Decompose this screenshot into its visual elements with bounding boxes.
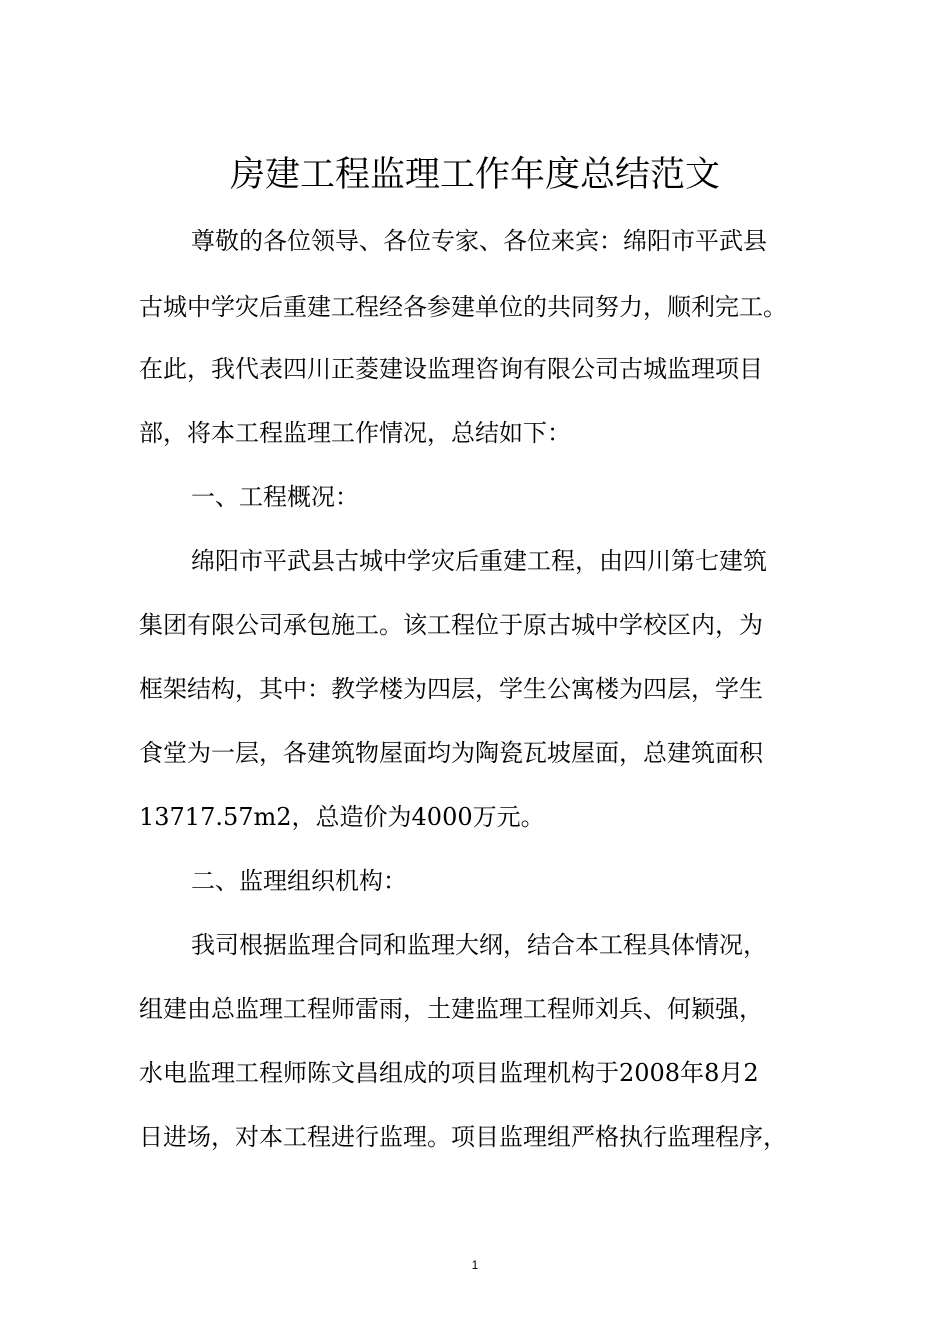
body-line: 部，将本工程监理工作情况，总结如下： <box>139 419 571 447</box>
body-line: 组建由总监理工程师雷雨，土建监理工程师刘兵、何颖强， <box>139 995 763 1023</box>
document-title: 房建工程监理工作年度总结范文 <box>229 155 720 195</box>
body-line: 日进场，对本工程进行监理。项目监理组严格执行监理程序， <box>139 1123 787 1151</box>
body-line: 集团有限公司承包施工。该工程位于原古城中学校区内，为 <box>139 611 763 639</box>
page-number: 1 <box>471 1258 479 1272</box>
body-line: 13717.57m2，总造价为4000万元。 <box>139 803 545 831</box>
body-line: 古城中学灾后重建工程经各参建单位的共同努力，顺利完工。 <box>139 293 787 321</box>
body-line: 绵阳市平武县古城中学灾后重建工程，由四川第七建筑 <box>191 547 767 575</box>
body-line: 食堂为一层，各建筑物屋面均为陶瓷瓦坡屋面，总建筑面积 <box>139 739 763 767</box>
section-heading: 一、工程概况： <box>191 483 359 511</box>
body-line: 我司根据监理合同和监理大纲，结合本工程具体情况， <box>191 931 767 959</box>
body-line: 尊敬的各位领导、各位专家、各位来宾：绵阳市平武县 <box>191 227 767 255</box>
body-line: 水电监理工程师陈文昌组成的项目监理机构于2008年8月2 <box>139 1059 759 1087</box>
body-line: 框架结构，其中：教学楼为四层，学生公寓楼为四层，学生 <box>139 675 763 703</box>
section-heading: 二、监理组织机构： <box>191 867 407 895</box>
body-line: 在此，我代表四川正菱建设监理咨询有限公司古城监理项目 <box>139 355 763 383</box>
